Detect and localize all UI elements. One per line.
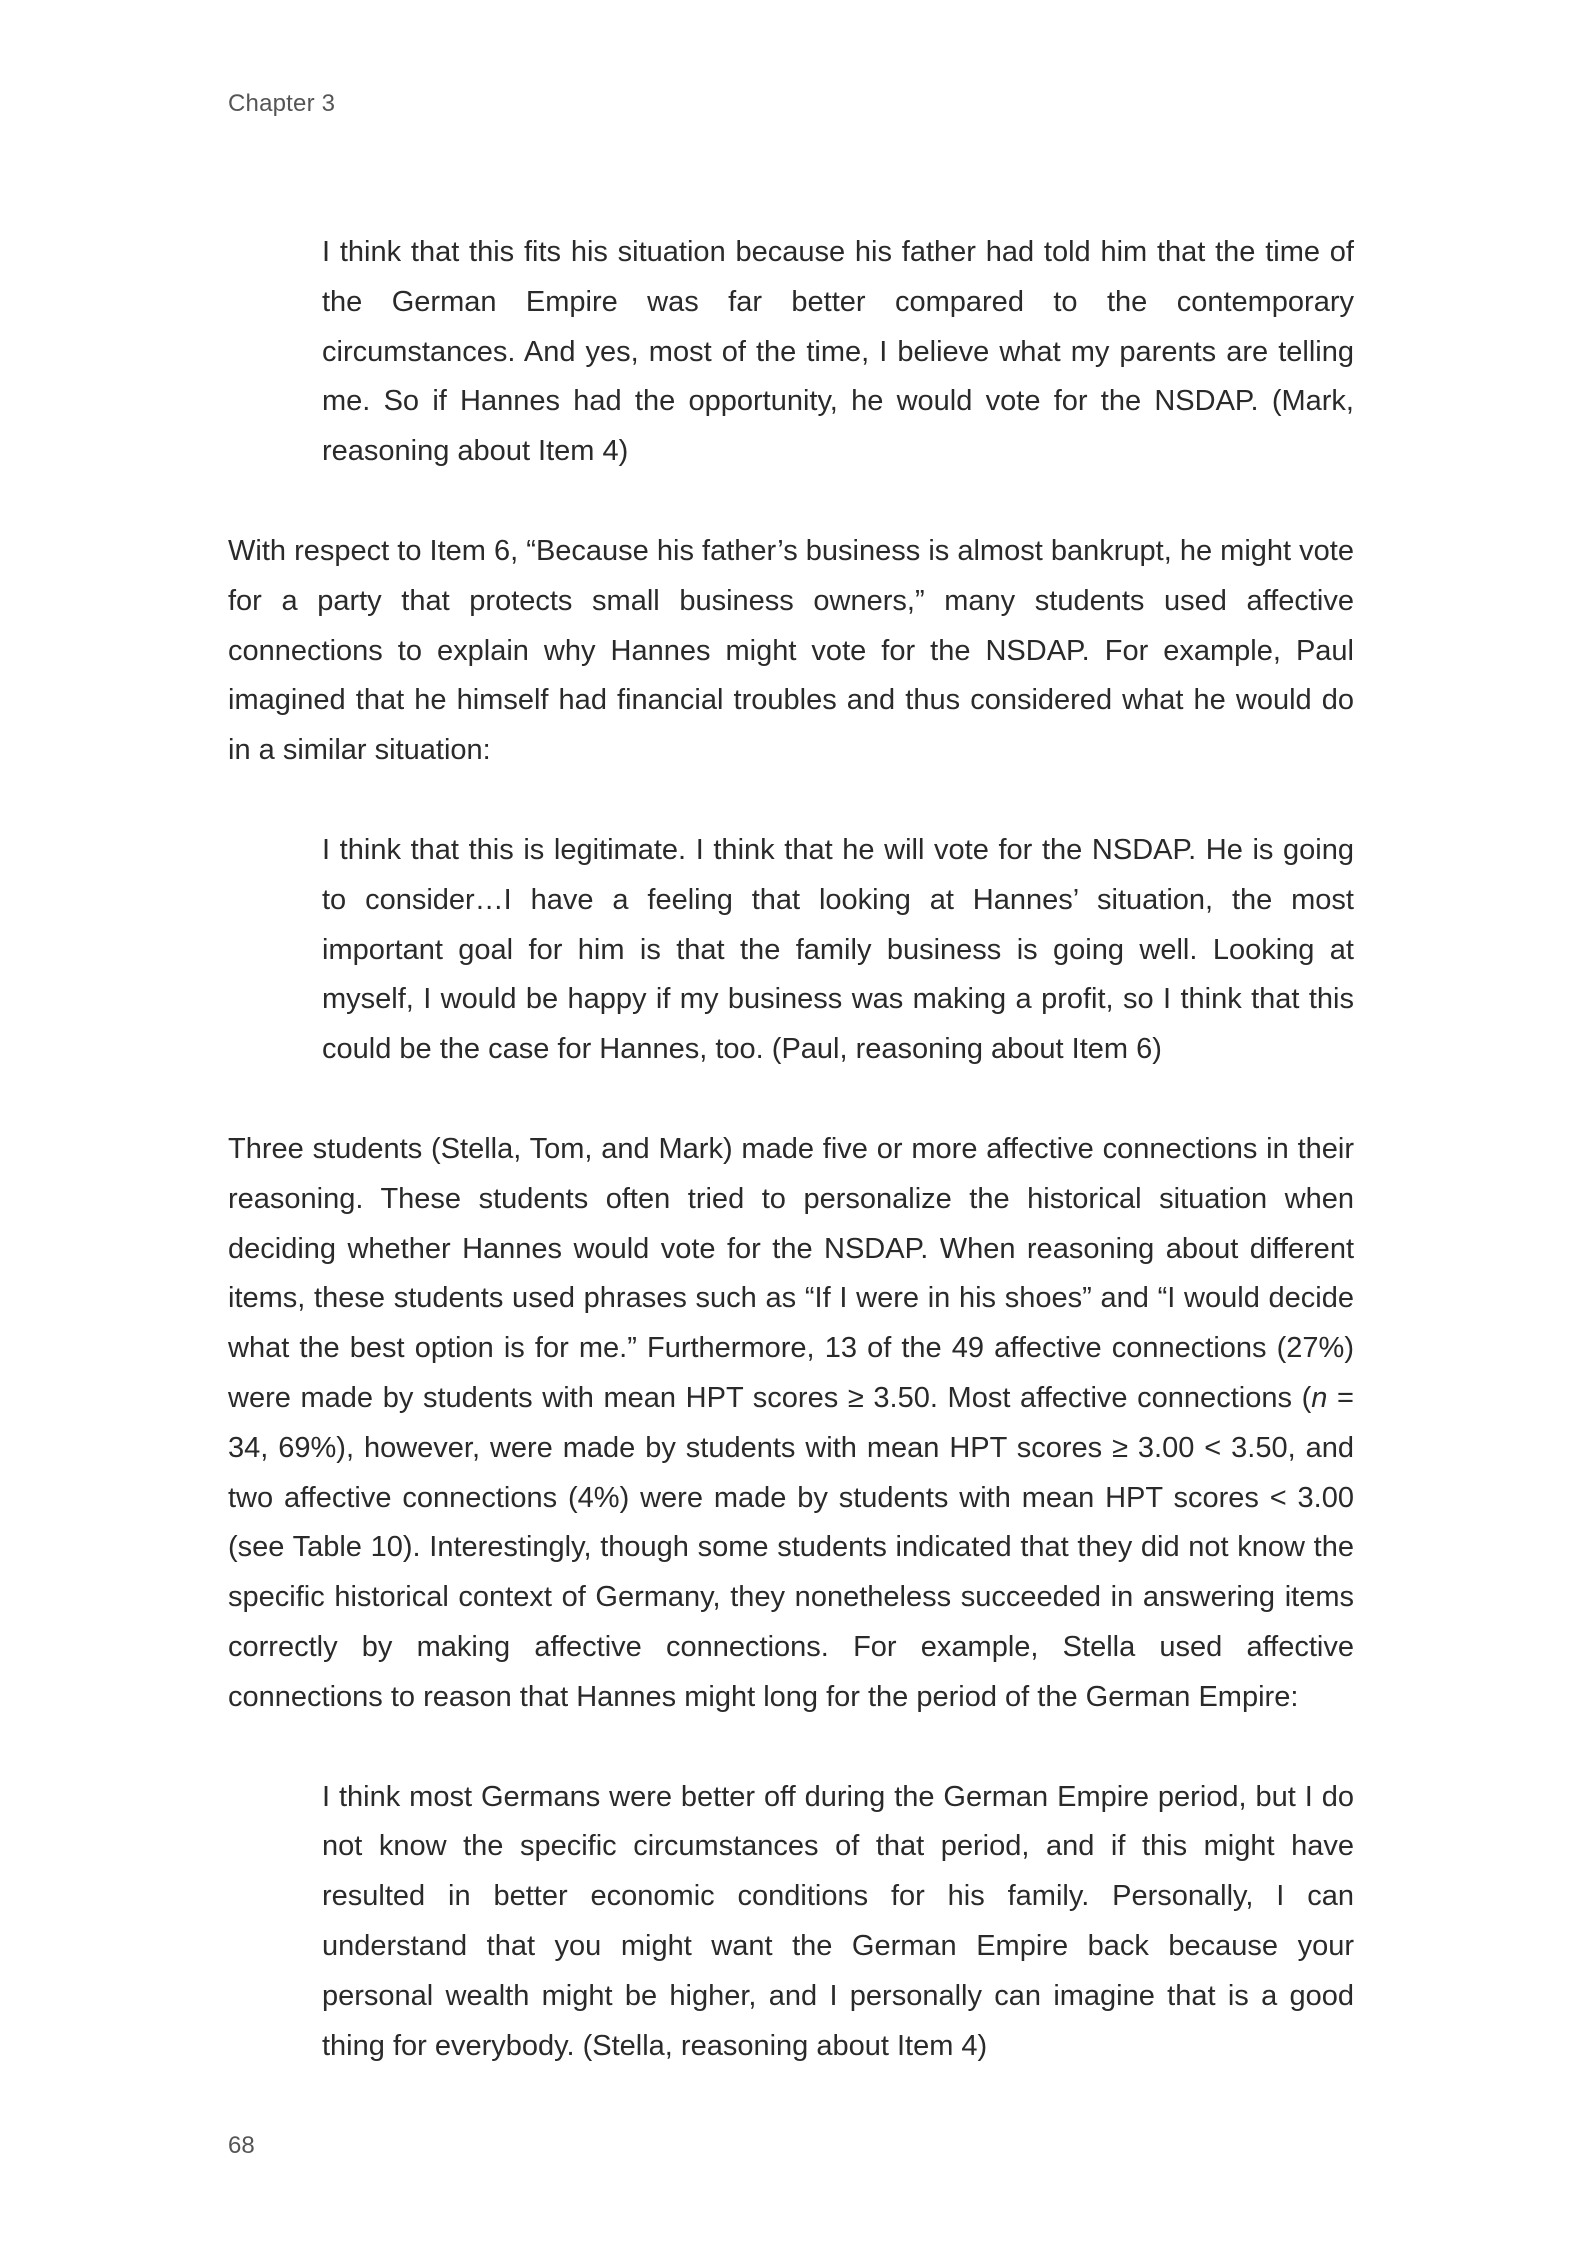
italic-n: n [1311, 1381, 1328, 1414]
page-content [228, 228, 1354, 2071]
page-number: 68 [228, 2132, 255, 2159]
block-quote-mark: I think that this fits his situation because his father had told him that the time of the German Empire was far better compared to the contemporary circumstances. And yes, most of the time, I believe what my parents are telling me. So if Hannes had the opportunity, he would vote for the NSDAP. (Mark, reasoning about Item 4) [322, 236, 1354, 468]
paragraph-item-6: With respect to Item 6, “Because his father’s business is almost bankrupt, he might vote for a party that protects small business owners,” many students used affective connections to explain why Hannes might vote for the NSDAP. For example, Paul imagined that he himself had financial troubles and thus considered what he would do in a similar situation: [228, 534, 1354, 767]
paragraph-text-part-2: = 34, 69%), however, were made by students with mean HPT scores ≥ 3.00 < 3.50, and two affective connections (4%) were made by students with mean HPT scores < 3.00 (see Table 10). Interestingly, though some students indicated that they did not know the specific historical context of Germany, they nonetheless succeeded in answering items correctly by making affective connections. For example, Stella used affective connections to reason that Hannes might long for the period of the German Empire: [228, 1381, 1354, 1713]
paragraph-text-part-1: Three students (Stella, Tom, and Mark) made five or more affective connections in their reasoning. These students often tried to personalize the historical situation when deciding whether Hannes would vote for the NSDAP. When reasoning about different items, these students used phrases such as “If I were in his shoes” and “I would decide what the best option is for me.” Furthermore, 13 of the 49 affective connections (27%) were made by students with mean HPT scores ≥ 3.50. Most affective connections ( [228, 1132, 1354, 1414]
running-head: Chapter 3 [228, 90, 336, 117]
paragraph-affective-connections [228, 1125, 1354, 1723]
block-quote-stella: I think most Germans were better off during the German Empire period, but I do not know the specific circumstances of that period, and if this might have resulted in better economic conditions for his family. Personally, I can understand that you might want the German Empire back because your personal wealth might be higher, and I personally can imagine that is a good thing for everybody. (Stella, reasoning about Item 4) [322, 1780, 1354, 2062]
block-quote-paul: I think that this is legitimate. I think that he will vote for the NSDAP. He is going to consider…I have a feeling that looking at Hannes’ situation, the most important goal for him is that the family business is going well. Looking at myself, I would be happy if my business was making a profit, so I think that this could be the case for Hannes, too. (Paul, reasoning about Item 6) [322, 833, 1354, 1066]
